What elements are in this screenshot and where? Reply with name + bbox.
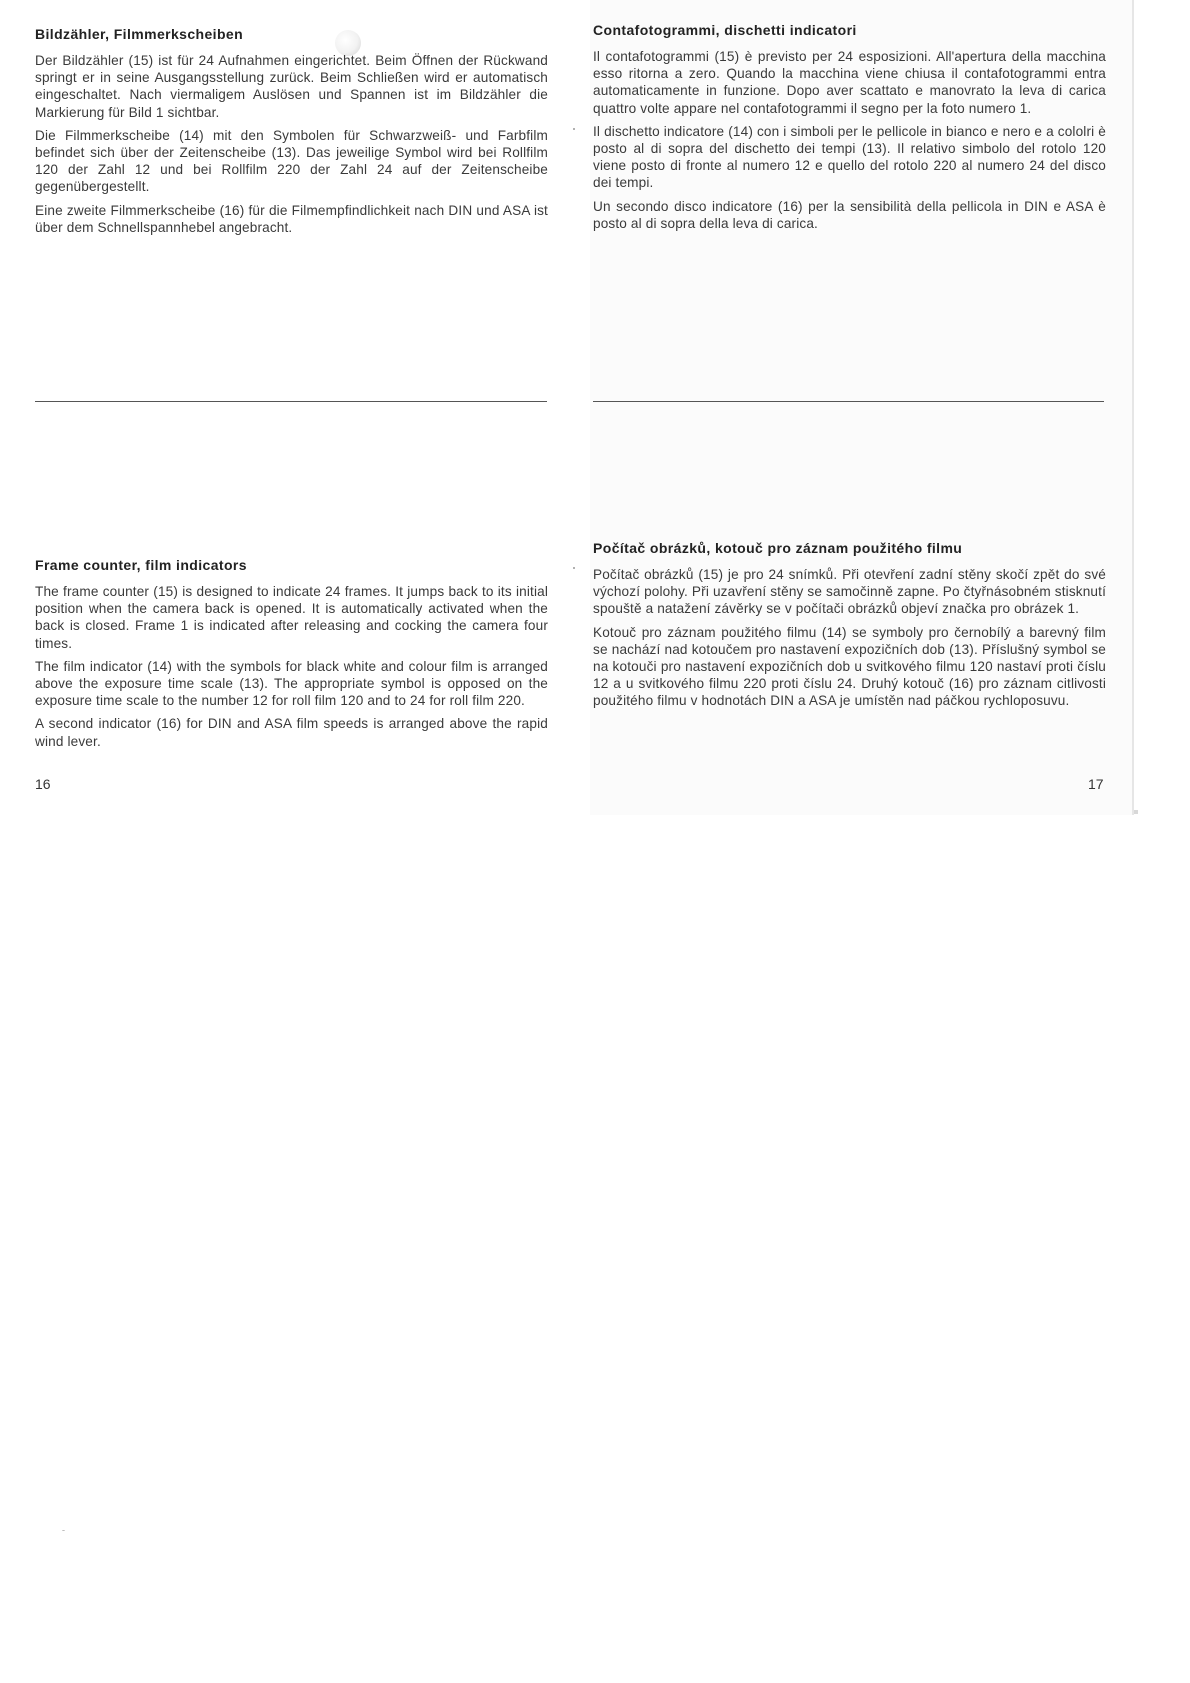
scan-speck bbox=[573, 128, 575, 130]
english-paragraph: The film indicator (14) with the symbols for black white and colour film is arranged above the exposure time scale (13). The appropriate symbol is opposed on the exposure time scale to the number 12 for roll film 120 and to 24 for roll film 220. bbox=[35, 658, 548, 709]
english-section bbox=[35, 557, 548, 756]
german-paragraph: Die Filmmerkscheibe (14) mit den Symbolen für Schwarzweiß- und Farbfilm befindet sich über der Zeitenscheibe (13). Das jeweilige Symbol wird bei Rollfilm 120 der Zahl 12 und bei Rollfilm 220 der Zahl 24 auf der Zeitenscheibe gegenübergestellt. bbox=[35, 127, 548, 195]
italian-section bbox=[593, 22, 1106, 238]
page-number-right: 17 bbox=[1088, 776, 1104, 792]
italian-heading: Contafotogrammi, dischetti indicatori bbox=[593, 22, 857, 38]
section-divider bbox=[593, 401, 1104, 402]
scan-speck bbox=[62, 1530, 65, 1531]
german-section bbox=[35, 26, 548, 242]
czech-section bbox=[593, 540, 1106, 716]
page-number-left: 16 bbox=[35, 776, 51, 792]
scan-mark bbox=[1134, 810, 1138, 814]
czech-heading: Počítač obrázků, kotouč pro záznam použitého filmu bbox=[593, 540, 963, 556]
czech-paragraph: Počítač obrázků (15) je pro 24 snímků. Při otevření zadní stěny skočí zpět do své výchozí polohy. Při uzavření stěny se samočinně zapne. Po čtyřnásobném stisknutí spouště a natažení závěrky se v počítači obrázků objeví značka pro obrázek 1. bbox=[593, 567, 1106, 617]
english-paragraph: A second indicator (16) for DIN and ASA film speeds is arranged above the rapid wind lever. bbox=[35, 716, 548, 749]
czech-paragraph: Kotouč pro záznam použitého filmu (14) se symboly pro černobílý a barevný film se nachází nad kotoučem pro nastavení expozičních dob (13). Příslušný symbol se na kotouči pro nastavení expozičních dob u svitkového filmu 120 nastaví proti číslu 12 a u svitkového filmu 220 proti číslu 24. Druhý kotouč (16) pro záznam citlivosti použitého filmu v hodnotách DIN a ASA je umístěn nad páčkou rychloposuvu. bbox=[593, 624, 1106, 709]
english-heading: Frame counter, film indicators bbox=[35, 557, 247, 573]
german-paragraph: Eine zweite Filmmerkscheibe (16) für die Filmempfindlichkeit nach DIN und ASA ist über dem Schnellspannhebel angebracht. bbox=[35, 202, 548, 235]
italian-paragraph: Il contafotogrammi (15) è previsto per 24 esposizioni. All'apertura della macchina esso ritorna a zero. Quando la macchina viene chiusa il contafotogrammi entra automaticamente in funzione. Dopo aver scattato e manovrato la leva di carica quattro volte appare nel contafotogrammi il segno per la foto numero 1. bbox=[593, 49, 1106, 116]
german-heading: Bildzähler, Filmmerkscheiben bbox=[35, 26, 244, 42]
german-paragraph: Der Bildzähler (15) ist für 24 Aufnahmen eingerichtet. Beim Öffnen der Rückwand springt er in seine Ausgangsstellung zurück. Beim Schließen wird er automatisch eingeschaltet. Nach viermaligem Auslösen und Spannen ist im Bildzähler die Markierung für Bild 1 sichtbar. bbox=[35, 53, 548, 120]
italian-paragraph: Un secondo disco indicatore (16) per la sensibilità della pellicola in DIN e ASA è posto al di sopra della leva di carica. bbox=[593, 198, 1106, 231]
page-edge bbox=[1132, 0, 1134, 815]
english-paragraph: The frame counter (15) is designed to indicate 24 frames. It jumps back to its initial position when the camera back is opened. It is automatically activated when the back is closed. Frame 1 is indicated after releasing and cocking the camera four times. bbox=[35, 584, 548, 651]
scan-speck bbox=[573, 567, 575, 569]
italian-paragraph: Il dischetto indicatore (14) con i simboli per le pellicole in bianco e nero e a cololri è posto al di sopra del dischetto dei tempi (13). Il relativo simbolo del rotolo 120 viene posto di fronte al numero 12 e quello del rotolo 220 al numero 24 del disco dei tempi. bbox=[593, 123, 1106, 191]
section-divider bbox=[35, 401, 547, 402]
